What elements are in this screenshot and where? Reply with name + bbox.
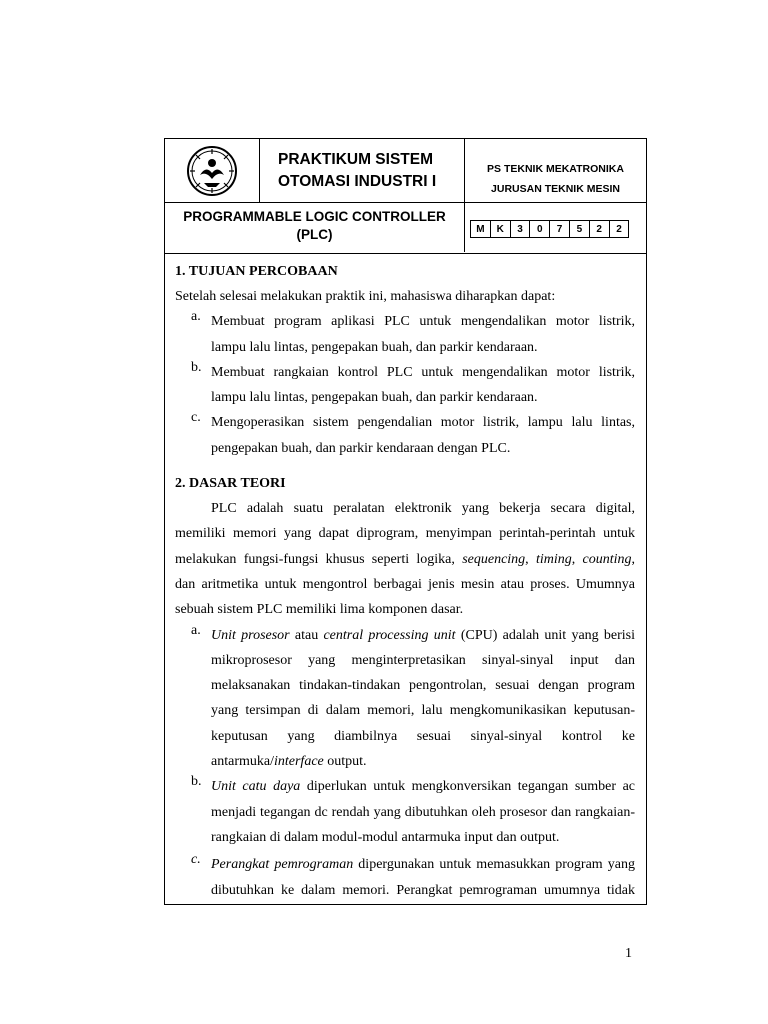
item-line: mikroprosesor yang menginterpretasikan sinyal-sinyal input dan <box>211 652 635 668</box>
objective-item <box>175 360 635 411</box>
logo-cell <box>165 139 260 203</box>
theory-paragraph <box>175 496 635 622</box>
item-line: rangkaian di dalam modul-modul antarmuka input dan output. <box>211 829 560 845</box>
term: Perangkat pemrograman <box>211 857 354 873</box>
objectives-intro: Setelah selesai melakukan praktik ini, mahasiswa diharapkan dapat: <box>175 289 556 304</box>
university-logo-icon <box>186 145 238 197</box>
title-line-1: PRAKTIKUM SISTEM <box>278 151 433 168</box>
code-char: M <box>471 221 491 237</box>
code-char: 2 <box>590 221 610 237</box>
para-line: PLC adalah suatu peralatan elektronik yang bekerja secara digital, <box>211 501 635 517</box>
item-line: pengepakan buah, dan parkir kendaraan dengan PLC. <box>211 440 511 456</box>
dept-line-1: PS TEKNIK MEKATRONIKA <box>487 163 624 175</box>
item-label: c. <box>191 852 201 868</box>
course-code-cell <box>465 203 646 252</box>
subject-line-1: PROGRAMMABLE LOGIC CONTROLLER <box>183 209 446 224</box>
code-char: K <box>491 221 511 237</box>
subject-cell <box>165 203 465 252</box>
component-item <box>175 852 635 903</box>
course-title <box>260 139 465 203</box>
page-number: 1 <box>625 946 632 961</box>
item-label: a. <box>191 622 201 638</box>
item-line: Membuat program aplikasi PLC untuk mengendalikan motor listrik, <box>211 314 635 330</box>
item-line: Unit prosesor atau central processing unit (CPU) adalah unit yang berisi <box>211 627 636 643</box>
term: central processing unit <box>323 627 456 643</box>
item-line: keputusan yang diambilnya sesuai sinyal-sinyal kontrol ke <box>211 728 635 744</box>
para-line: dan aritmetika untuk mengontrol berbagai jenis mesin atau proses. Umumnya <box>175 576 635 592</box>
term-counting: counting <box>582 551 632 567</box>
subject-line-2: (PLC) <box>296 227 333 242</box>
section-heading-theory: 2. DASAR TEORI <box>175 476 286 492</box>
course-code <box>470 220 629 238</box>
item-line: Membuat rangkaian kontrol PLC untuk mengendalikan motor listrik, <box>211 364 635 380</box>
para-line: sebuah sistem PLC memiliki lima komponen dasar. <box>175 602 464 618</box>
term: Unit catu daya <box>211 779 301 795</box>
item-label: b. <box>191 774 202 790</box>
item-line: lampu lalu lintas, pengepakan buah, dan parkir kendaraan. <box>211 390 538 406</box>
code-char: 5 <box>570 221 590 237</box>
item-line: antarmuka/interface output. <box>211 754 367 770</box>
document-body <box>175 263 635 903</box>
item-label: c. <box>191 410 201 426</box>
term: Unit prosesor <box>211 627 290 643</box>
item-line: menjadi tegangan dc rendah yang dibutuhkan oleh prosesor dan rangkaian- <box>211 804 635 820</box>
code-char: 0 <box>530 221 550 237</box>
item-line: Unit catu daya diperlukan untuk mengkonversikan tegangan sumber ac <box>211 779 635 795</box>
code-char: 3 <box>511 221 531 237</box>
objective-item <box>175 410 635 461</box>
title-line-2: OTOMASI INDUSTRI I <box>278 173 437 190</box>
term-timing: timing <box>535 551 572 567</box>
para-line: memiliki memori yang dapat diprogram, menyimpan perintah-perintah untuk <box>175 526 635 542</box>
section-heading-objectives: 1. TUJUAN PERCOBAAN <box>175 264 338 279</box>
item-line: melaksanakan tindakan-tindakan pengontrolan, sesuai dengan program <box>211 678 635 694</box>
term-sequencing: sequencing <box>462 551 526 567</box>
item-line: Mengoperasikan sistem pengendalian motor listrik, lampu lalu lintas, <box>211 415 635 431</box>
item-line: lampu lalu lintas, pengepakan buah, dan parkir kendaraan. <box>211 339 538 355</box>
component-item <box>175 623 635 775</box>
code-char: 2 <box>610 221 630 237</box>
objective-item <box>175 309 635 360</box>
item-line: Perangkat pemrograman dipergunakan untuk memasukkan program yang <box>211 857 635 873</box>
dept-line-2: JURUSAN TEKNIK MESIN <box>491 183 620 195</box>
document-frame <box>164 138 647 905</box>
item-line: yang tersimpan di dalam memori, lalu mengkomunikasikan keputusan- <box>211 703 635 719</box>
para-line: melakukan fungsi-fungsi khusus seperti logika, sequencing, timing, counting, <box>175 551 636 567</box>
department-cell <box>465 139 646 203</box>
header-table <box>165 139 646 254</box>
term: interface <box>273 754 324 770</box>
code-char: 7 <box>550 221 570 237</box>
item-label: b. <box>191 359 202 375</box>
component-item <box>175 774 635 850</box>
item-line: dibutuhkan ke dalam memori. Perangkat pemrograman umumnya tidak <box>211 882 635 898</box>
item-label: a. <box>191 309 201 325</box>
